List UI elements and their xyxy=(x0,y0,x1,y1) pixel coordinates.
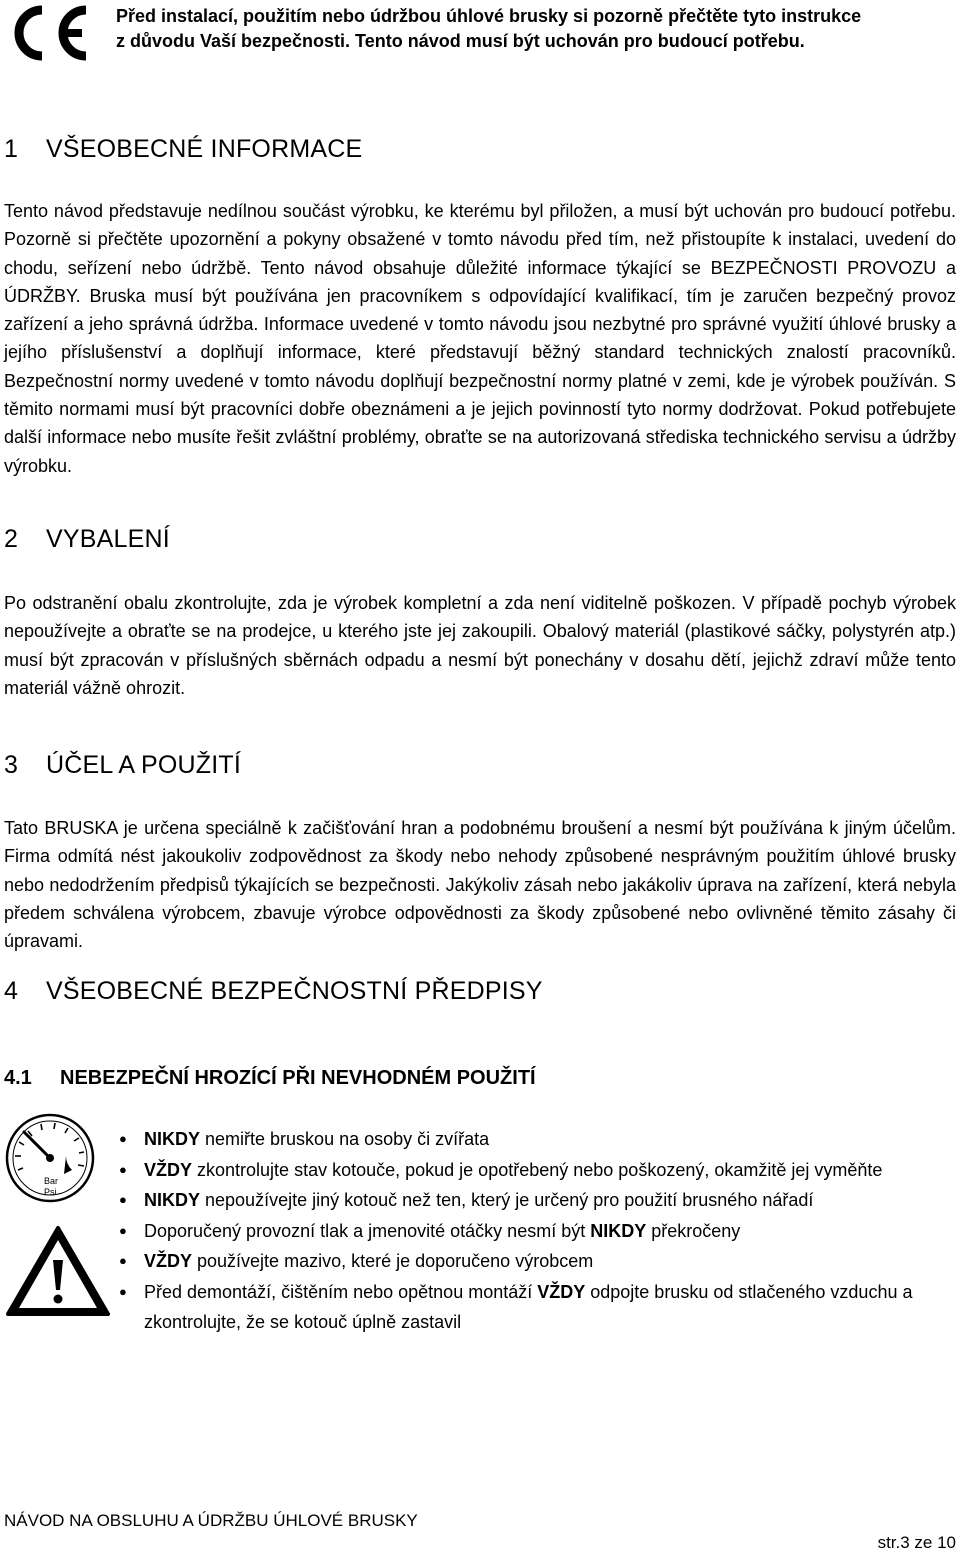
footer-document-title: NÁVOD NA OBSLUHU A ÚDRŽBU ÚHLOVÉ BRUSKY xyxy=(4,1511,418,1530)
section-title: ÚČEL A POUŽITÍ xyxy=(46,751,241,779)
section-2-text: Po odstranění obalu zkontrolujte, zda je výrobek kompletní a zda není viditelně poškozen. V případě pochyb výrobek nepoužívejte a obraťte se na prodejce, u kterého jste jej zakoupili. Obalový materiál (plastikové sáčky, polystyrén atp.) musí být zpracován v příslušných sběrnách odpadu a nesmí být ponechány v dosahu dětí, jejichž zdraví může tento materiál vážně ohrozit. xyxy=(4,593,956,698)
section-4-heading xyxy=(4,976,543,1006)
footer-page-number: str.3 ze 10 xyxy=(877,1533,956,1552)
header-note-line-1: Před instalací, použitím nebo údržbou úhlové brusky si pozorně přečtěte tyto instrukce xyxy=(116,6,862,26)
header-note-line-2: z důvodu Vaší bezpečnosti. Tento návod musí být uchován pro budoucí potřebu. xyxy=(116,31,805,51)
rule-keyword: VŽDY xyxy=(537,1281,586,1302)
section-2-heading xyxy=(4,524,170,554)
section-number: 4 xyxy=(4,977,19,1005)
list-item: ● NIKDY nepoužívejte jiný kotouč než ten, který je určený pro použití brusného nářadí xyxy=(116,1185,960,1216)
list-item: ● VŽDY zkontrolujte stav kotouče, pokud je opotřebený nebo poškozený, okamžitě jej vyměňte xyxy=(116,1155,960,1186)
gauge-label-bar: Bar xyxy=(44,1176,59,1186)
rule-keyword: VŽDY xyxy=(144,1251,193,1271)
subsection-title: NEBEZPEČNÍ HROZÍCÍ PŘI NEVHODNÉM POUŽITÍ xyxy=(60,1067,536,1089)
rule-keyword: NIKDY xyxy=(144,1129,201,1149)
section-1-text: Tento návod představuje nedílnou součást výrobku, ke kterému byl přiložen, a musí být uchován pro budoucí potřebu. Pozorně si přečtěte upozornění a pokyny obsažené v tomto návodu před tím, než přistoupíte k instalaci, uvedení do chodu, seřízení nebo údržbě. Tento návod obsahuje důležité informace týkající se BEZPEČNOSTI PROVOZU a ÚDRŽBY. Bruska musí být používána jen pracovníkem s odpovídající kvalifikací, tím je zaručen bezpečný provoz zařízení a jeho správná údržba. Informace uvedené v tomto návodu jsou nezbytné pro správné využití úhlové brusky a jejího příslušenství a doplňují informace, které představují běžný standard technických znalostí pracovníků. Bezpečnostní normy uvedené v tomto návodu doplňují bezpečnostní normy platné v zemi, kde je výrobek používán. S těmito normami musí být pracovníci dobře obeznámeni a je jejich povinností tyto normy dodržovat. Pokud potřebujete další informace nebo musíte řešit zvláštní problémy, obraťte se na autorizovaná střediska technického servisu a údržby výrobku. xyxy=(4,201,956,476)
list-item: ● Doporučený provozní tlak a jmenovité otáčky nesmí být NIKDY překročeny xyxy=(116,1216,960,1247)
section-3-text: Tato BRUSKA je určena speciálně k začišťování hran a podobnému broušení a nesmí být používána k jiným účelům. Firma odmítá nést jakoukoliv zodpovědnost za škody nebo nehody způsobené nesprávným použitím úhlové brusky nebo nedodržením předpisů týkajících se bezpečnosti. Jakýkoliv zásah nebo jakákoliv úprava na zařízení, která nebyla předem schválena výrobcem, zbavuje výrobce odpovědnosti za škody způsobené nebo ovlivněné těmito zásahy či úpravami. xyxy=(4,818,956,952)
section-title: VYBALENÍ xyxy=(46,525,170,553)
safety-header-note xyxy=(116,4,956,54)
warning-triangle-icon xyxy=(4,1224,112,1318)
section-title: VŠEOBECNÉ BEZPEČNOSTNÍ PŘEDPISY xyxy=(46,977,543,1005)
section-number: 1 xyxy=(4,135,19,163)
list-item: ● VŽDY používejte mazivo, které je doporučeno výrobcem xyxy=(116,1246,960,1277)
rule-keyword: NIKDY xyxy=(144,1190,201,1210)
section-3-heading xyxy=(4,750,241,780)
list-item: ● Před demontáží, čištěním nebo opětnou montáží VŽDY odpojte brusku od stlačeného vzduchu a zkontrolujte, že se kotouč úplně zastavil xyxy=(116,1277,960,1338)
ce-mark-logo xyxy=(2,4,90,62)
subsection-4-1-heading xyxy=(4,1065,536,1091)
section-number: 3 xyxy=(4,751,19,779)
rule-keyword: VŽDY xyxy=(144,1159,193,1180)
rule-keyword: NIKDY xyxy=(590,1220,647,1241)
section-title: VŠEOBECNÉ INFORMACE xyxy=(46,135,363,163)
gauge-label-psi: Psi xyxy=(44,1187,57,1197)
list-item: ● NIKDY nemiřte bruskou na osoby či zvířata xyxy=(116,1124,960,1155)
pressure-gauge-icon xyxy=(4,1112,96,1204)
subsection-number: 4.1 xyxy=(4,1067,32,1089)
safety-rules-list xyxy=(116,1124,960,1338)
section-1-heading xyxy=(4,134,362,164)
section-number: 2 xyxy=(4,525,19,553)
